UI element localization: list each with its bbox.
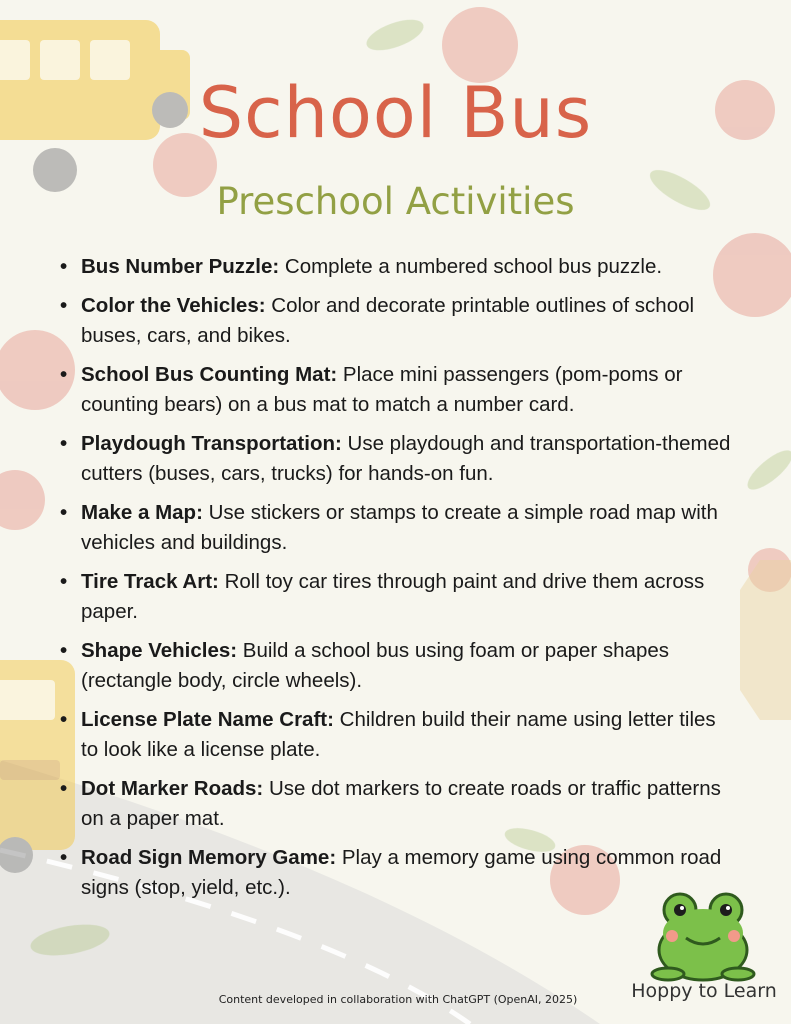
- activity-description: Use playdough and transportation-themed cutters (buses, cars, trucks) for hands-on fun.: [81, 431, 731, 485]
- list-item: • Tire Track Art: Roll toy car tires through paint and drive them across paper.: [60, 569, 705, 623]
- activity-description: Use dot markers to create roads or traffic patterns on a paper mat.: [81, 776, 721, 830]
- activity-term: Color the Vehicles:: [81, 293, 266, 317]
- activity-term: Make a Map:: [81, 500, 203, 524]
- activity-description: Play a memory game using common road signs (stop, yield, etc.).: [81, 845, 722, 899]
- activity-term: Shape Vehicles:: [81, 638, 238, 662]
- road-sign-illustration: [740, 560, 791, 720]
- list-item: • Color the Vehicles: Color and decorate printable outlines of school buses, cars, and bikes.: [60, 293, 695, 347]
- list-item: • Dot Marker Roads: Use dot markers to create roads or traffic patterns on a paper mat.: [60, 776, 721, 830]
- activity-description: Complete a numbered school bus puzzle.: [279, 255, 663, 278]
- frog-mascot-icon: [648, 888, 758, 983]
- brand-name: Hoppy to Learn: [631, 980, 777, 1002]
- list-item: • License Plate Name Craft: Children build their name using letter tiles to look like a license plate.: [60, 707, 716, 761]
- activity-description: Place mini passengers (pom-poms or counting bears) on a bus mat to match a number card.: [81, 362, 683, 416]
- list-item: • Playdough Transportation: Use playdough and transportation-themed cutters (buses, cars, trucks) for hands-on fun.: [60, 431, 731, 485]
- credit-line: Content developed in collaboration with ChatGPT (OpenAI, 2025): [218, 993, 578, 1006]
- activity-description: Build a school bus using foam or paper shapes (rectangle body, circle wheels).: [81, 638, 670, 692]
- list-item: • School Bus Counting Mat: Place mini passengers (pom-poms or counting bears) on a bus mat to match a number card.: [60, 362, 683, 416]
- activity-term: Dot Marker Roads:: [81, 776, 264, 800]
- activity-description: Children build their name using letter tiles to look like a license plate.: [81, 707, 716, 761]
- activity-term: Playdough Transportation:: [81, 431, 342, 455]
- activity-list: [58, 252, 738, 912]
- activity-term: School Bus Counting Mat:: [81, 362, 338, 386]
- activity-description: Use stickers or stamps to create a simple road map with vehicles and buildings.: [81, 500, 718, 554]
- activity-term: Tire Track Art:: [81, 569, 219, 593]
- list-item: • Shape Vehicles: Build a school bus using foam or paper shapes (rectangle body, circle wheels).: [60, 638, 670, 692]
- activity-term: Bus Number Puzzle:: [81, 255, 280, 278]
- activity-description: Roll toy car tires through paint and drive them across paper.: [81, 569, 705, 623]
- page-title: School Bus: [198, 72, 593, 154]
- list-item: • Make a Map: Use stickers or stamps to create a simple road map with vehicles and buildings.: [60, 500, 718, 554]
- list-item: • Road Sign Memory Game: Play a memory game using common road signs (stop, yield, etc.).: [60, 845, 722, 899]
- activity-term: License Plate Name Craft:: [81, 707, 334, 731]
- page-subtitle: Preschool Activities: [216, 180, 575, 223]
- activity-term: Road Sign Memory Game:: [81, 845, 337, 869]
- list-item: • Bus Number Puzzle: Complete a numbered school bus puzzle.: [60, 255, 663, 278]
- activity-description: Color and decorate printable outlines of school buses, cars, and bikes.: [81, 293, 695, 347]
